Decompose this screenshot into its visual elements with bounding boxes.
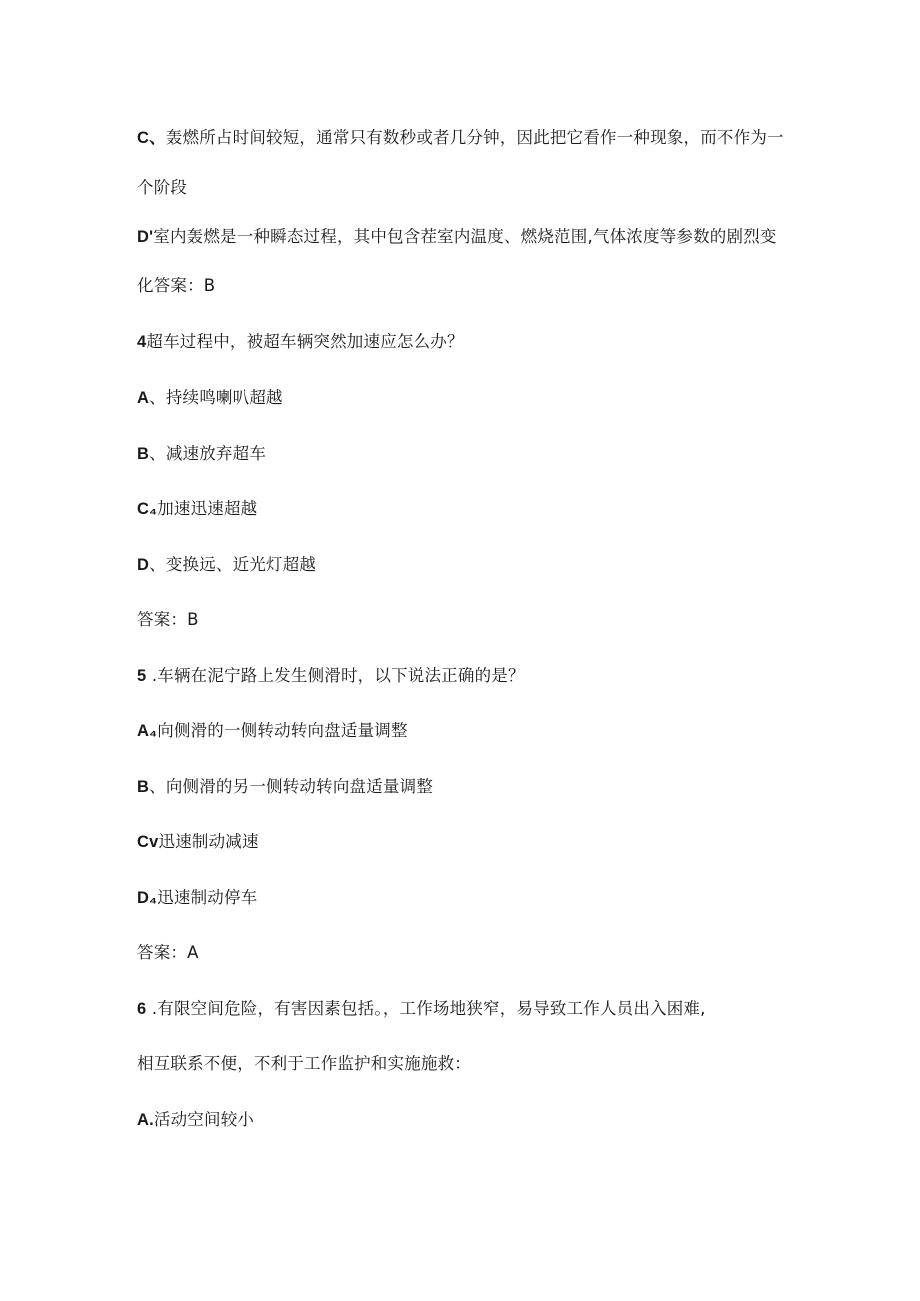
question-title <box>137 331 464 353</box>
line-text: .车辆在泥宁路上发生侧滑时，以下说法正确的是？ <box>146 666 525 685</box>
option-label: A <box>137 389 150 407</box>
option-d <box>137 887 257 909</box>
option-a <box>137 1109 254 1131</box>
text-line <box>137 1053 471 1075</box>
option-label: A. <box>137 1111 154 1129</box>
question-title <box>137 665 525 687</box>
option-label: B <box>137 778 150 796</box>
answer-line <box>137 609 199 631</box>
option-c <box>137 498 257 520</box>
text-line <box>137 275 215 297</box>
line-text: 、减速放弃超车 <box>149 444 267 463</box>
question-number: 6 <box>137 1000 147 1018</box>
line-text: 加速迅速超越 <box>157 499 258 518</box>
answer-line <box>137 942 199 964</box>
option-label: A₄ <box>137 722 158 740</box>
option-label: C₄ <box>137 500 158 518</box>
option-b <box>137 776 433 798</box>
line-text: 室内轰燃是一种瞬态过程，其中包含茬室内温度、燃烧范围,气体浓度等参数的剧烈变 <box>153 227 777 246</box>
line-text: 个阶段 <box>137 178 188 197</box>
option-label: C、 <box>137 129 166 147</box>
question-number: 5 <box>137 667 147 685</box>
line-text: .有限空间危险，有害因素包括。，工作场地狭窄，易导致工作人员出入困难, <box>146 999 706 1018</box>
line-text: 答案：B <box>137 610 199 629</box>
text-line <box>137 226 777 248</box>
option-label: B <box>137 445 150 463</box>
option-a <box>137 720 408 742</box>
line-text: 、变换远、近光灯超越 <box>149 555 317 574</box>
option-d <box>137 554 316 576</box>
line-text: 超车过程中，被超车辆突然加速应怎么办？ <box>146 332 464 351</box>
line-text: 答案：A <box>137 943 199 962</box>
text-line <box>137 127 784 149</box>
line-text: 活动空间较小 <box>153 1110 255 1129</box>
line-text: 、持续鸣喇叭超越 <box>149 388 283 407</box>
option-c <box>137 831 259 853</box>
option-label: D <box>137 556 150 574</box>
line-text: 向侧滑的一侧转动转向盘适量调整 <box>157 721 408 740</box>
question-number: 4 <box>137 333 147 351</box>
text-line <box>137 177 187 199</box>
line-text: 相互联系不便，不利于工作监护和实施施救： <box>137 1054 471 1073</box>
option-label: D' <box>137 228 154 246</box>
option-label: Cv <box>137 833 159 851</box>
option-label: D₄ <box>137 889 158 907</box>
line-text: 、向侧滑的另一侧转动转向盘适量调整 <box>149 777 434 796</box>
option-a <box>137 387 283 409</box>
line-text: 迅速制动停车 <box>157 888 258 907</box>
question-title <box>137 998 706 1020</box>
line-text: 迅速制动减速 <box>158 832 259 851</box>
option-b <box>137 443 266 465</box>
line-text: 轰燃所占时间较短，通常只有数秒或者几分钟，因此把它看作一种现象，而不作为一 <box>165 128 784 147</box>
line-text: 化答案：B <box>137 276 216 295</box>
